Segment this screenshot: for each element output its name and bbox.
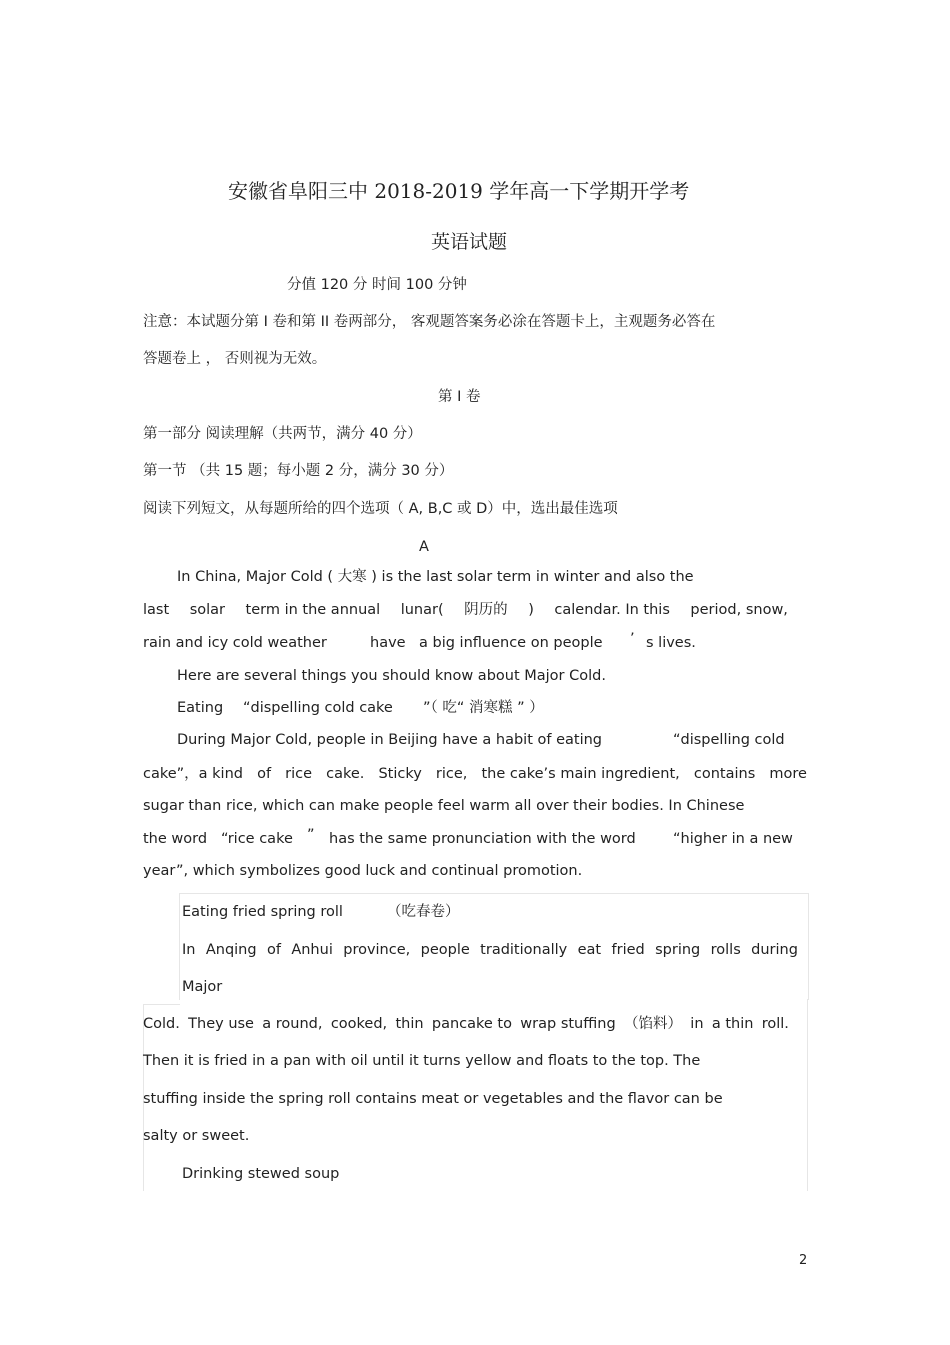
word: traditionally [480, 942, 568, 958]
word: calendar. In this [554, 602, 670, 618]
word: cooked, [330, 1016, 388, 1032]
word: thin [395, 1016, 424, 1032]
passage-line: “rice cake [221, 831, 293, 847]
passage-line: In China, Major Cold ( 大寒 ) is the last solar term in winter and also the [177, 569, 694, 585]
passage-line: a big influence on people [419, 635, 603, 651]
passage-line: Major [182, 979, 223, 995]
passage-line [143, 1015, 789, 1033]
word: in [690, 1016, 704, 1032]
passage-line: has the same pronunciation with the word [329, 831, 636, 847]
word: Anhui [291, 942, 333, 958]
part-heading: 第一部分 阅读理解（共两节，满分 40 分） [143, 426, 422, 442]
box-side-line [807, 999, 808, 1191]
passage-line: the word [143, 831, 208, 847]
notice-line-1: 注意：本试题分第 I 卷和第 II 卷两部分， 客观题答案务必涂在答题卡上，主观题务必答在 [143, 314, 716, 330]
passage-line: s lives. [646, 635, 696, 651]
passage-line [182, 941, 798, 959]
word: rice [285, 766, 313, 782]
exam-subtitle: 英语试题 [431, 231, 508, 253]
passage-line: salty or sweet. [143, 1128, 250, 1144]
word: term in the annual [245, 602, 381, 618]
passage-line: rain and icy cold weather [143, 635, 327, 651]
word: more [769, 766, 807, 782]
word: They use [188, 1016, 254, 1032]
passage-line: stuffing inside the spring roll contains meat or vegetables and the flavor can be [143, 1091, 723, 1107]
word: pancake to [431, 1016, 512, 1032]
passage-line: During Major Cold, people in Beijing have a habit of eating [177, 732, 602, 748]
passage-line: “dispelling cold [673, 732, 785, 748]
subheading: Eating fried spring roll [182, 904, 343, 920]
box-divider [143, 1004, 180, 1005]
word: spring [655, 942, 701, 958]
word: In [182, 942, 196, 958]
word: Cold. [143, 1016, 180, 1032]
word: of [266, 942, 281, 958]
passage-line: “higher in a new [673, 831, 793, 847]
passage-line [143, 601, 788, 619]
word: a round, [262, 1016, 323, 1032]
passage-line: Then it is fried in a pan with oil until it turns yellow and floats to the top. The [143, 1053, 701, 1069]
word: contains [693, 766, 756, 782]
passage-line: year”, which symbolizes good luck and continual promotion. [143, 863, 583, 879]
subheading: ”（ 吃“ 消寒糕 ” ） [423, 700, 544, 716]
word: rice, [435, 766, 468, 782]
word: ) [528, 602, 534, 618]
passage-line: ” [307, 827, 315, 843]
passage-label: A [419, 539, 429, 555]
score-time: 分值 120 分 时间 100 分钟 [287, 277, 467, 293]
word: province, [343, 942, 411, 958]
word: fried [611, 942, 645, 958]
word: of [257, 766, 272, 782]
word: roll. [761, 1016, 789, 1032]
word: cake”，a kind [143, 766, 243, 782]
passage-line: sugar than rice, which can make people feel warm all over their bodies. In Chinese [143, 798, 745, 814]
word: Anqing [205, 942, 257, 958]
notice-line-2: 答题卷上 ， 否则视为无效。 [143, 351, 327, 367]
word: wrap stuffing [520, 1016, 616, 1032]
word: eat [577, 942, 602, 958]
word: （馅料） [623, 1016, 682, 1032]
passage-line: have [370, 635, 406, 651]
word: during [751, 942, 798, 958]
word: Sticky [378, 766, 422, 782]
word: 阴历的 [464, 602, 508, 618]
word: people [420, 942, 470, 958]
word: solar [189, 602, 225, 618]
word: lunar( [400, 602, 444, 618]
passage-line [143, 765, 807, 783]
instruction: 阅读下列短文，从每题所给的四个选项（ A, B,C 或 D）中，选出最佳选项 [143, 501, 618, 517]
word: a thin [711, 1016, 754, 1032]
word: last [143, 602, 170, 618]
subheading: “dispelling cold cake [243, 700, 393, 716]
word: period, snow, [690, 602, 788, 618]
volume-heading: 第 I 卷 [438, 389, 481, 405]
passage-line: Here are several things you should know about Major Cold. [177, 668, 606, 684]
word: the cake’s main ingredient, [481, 766, 680, 782]
subheading: Drinking stewed soup [182, 1166, 340, 1182]
word: rolls [710, 942, 741, 958]
passage-line: ’ [630, 631, 635, 647]
subheading: Eating [177, 700, 224, 716]
exam-title: 安徽省阜阳三中 2018-2019 学年高一下学期开学考 [228, 179, 690, 203]
subsection-heading: 第一节 （共 15 题；每小题 2 分，满分 30 分） [143, 463, 454, 479]
word: cake. [326, 766, 365, 782]
subheading: （吃春卷） [387, 904, 460, 920]
page-number: 2 [799, 1253, 808, 1268]
